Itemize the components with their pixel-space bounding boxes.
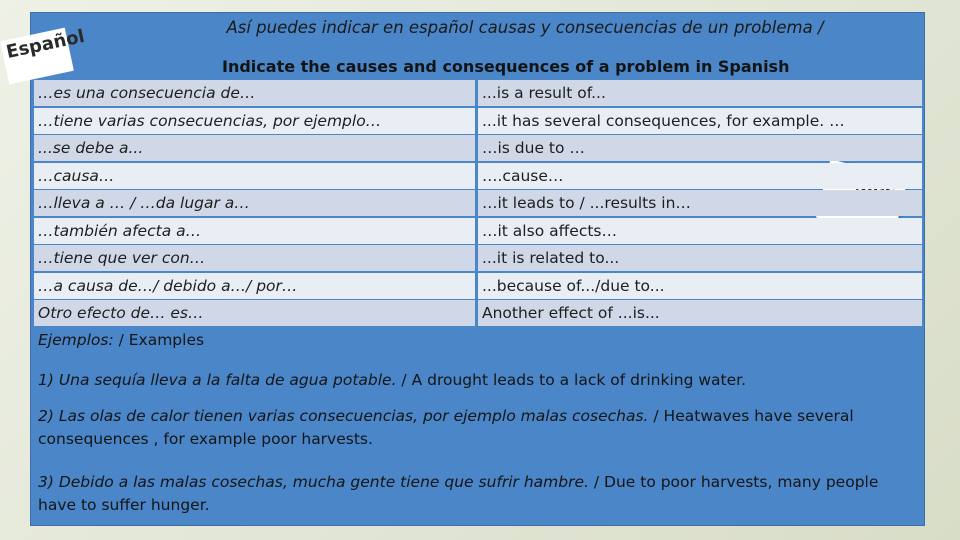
spanish-phrase: …lleva a … / …da lugar a… [34, 190, 475, 216]
examples-label-es: Ejemplos: [38, 331, 114, 349]
spanish-phrase: ...se debe a... [34, 135, 475, 161]
english-phrase: ...it has several consequences, for example. … [478, 108, 922, 134]
table-row [34, 163, 922, 191]
phrase-table [34, 80, 922, 328]
english-phrase: …it leads to / ...results in… [478, 190, 922, 216]
example-en: / Heatwaves have several consequences , for example poor harvests. [38, 407, 854, 448]
example-es: 2) Las olas de calor tienen varias consecuencias, por ejemplo malas cosechas. [38, 407, 649, 425]
example-en: / Due to poor harvests, many people have to suffer hunger. [38, 473, 879, 514]
spanish-phrase: …a causa de…/ debido a…/ por… [34, 273, 475, 299]
spanish-phrase: Otro efecto de… es… [34, 300, 475, 326]
spanish-phrase: …causa… [34, 163, 475, 189]
spanish-tag: Español [0, 28, 74, 85]
examples-label-en: / Examples [113, 331, 205, 349]
spanish-phrase: …también afecta a… [34, 218, 475, 244]
spanish-phrase: …es una consecuencia de… [34, 80, 475, 106]
table-row [34, 245, 922, 273]
example-es: 1) Una sequía lleva a la falta de agua potable. [38, 371, 397, 389]
example-2 [38, 405, 913, 451]
english-phrase: …is due to … [478, 135, 922, 161]
table-row [34, 218, 922, 246]
example-3 [38, 471, 913, 517]
spanish-phrase: …tiene varias consecuencias, por ejemplo… [34, 108, 475, 134]
table-row [34, 273, 922, 301]
examples-heading [38, 331, 204, 349]
table-row [34, 108, 922, 136]
example-1 [38, 369, 913, 392]
example-en: / A drought leads to a lack of drinking water. [396, 371, 747, 389]
english-phrase: Another effect of ...is... [478, 300, 922, 326]
title-spanish: Así puedes indicar en español causas y consecuencias de un problema / [226, 18, 824, 37]
english-phrase: ...because of.../due to... [478, 273, 922, 299]
table-row [34, 190, 922, 218]
table-row [34, 80, 922, 108]
english-phrase: ...is a result of... [478, 80, 922, 106]
table-row [34, 135, 922, 163]
table-row [34, 300, 922, 328]
example-es: 3) Debido a las malas cosechas, mucha gente tiene que sufrir hambre. [38, 473, 589, 491]
english-phrase: …it also affects… [478, 218, 922, 244]
english-phrase: ….cause… [478, 163, 922, 189]
english-phrase: ...it is related to... [478, 245, 922, 271]
spanish-phrase: …tiene que ver con… [34, 245, 475, 271]
title-english: Indicate the causes and consequences of a problem in Spanish [222, 57, 790, 76]
